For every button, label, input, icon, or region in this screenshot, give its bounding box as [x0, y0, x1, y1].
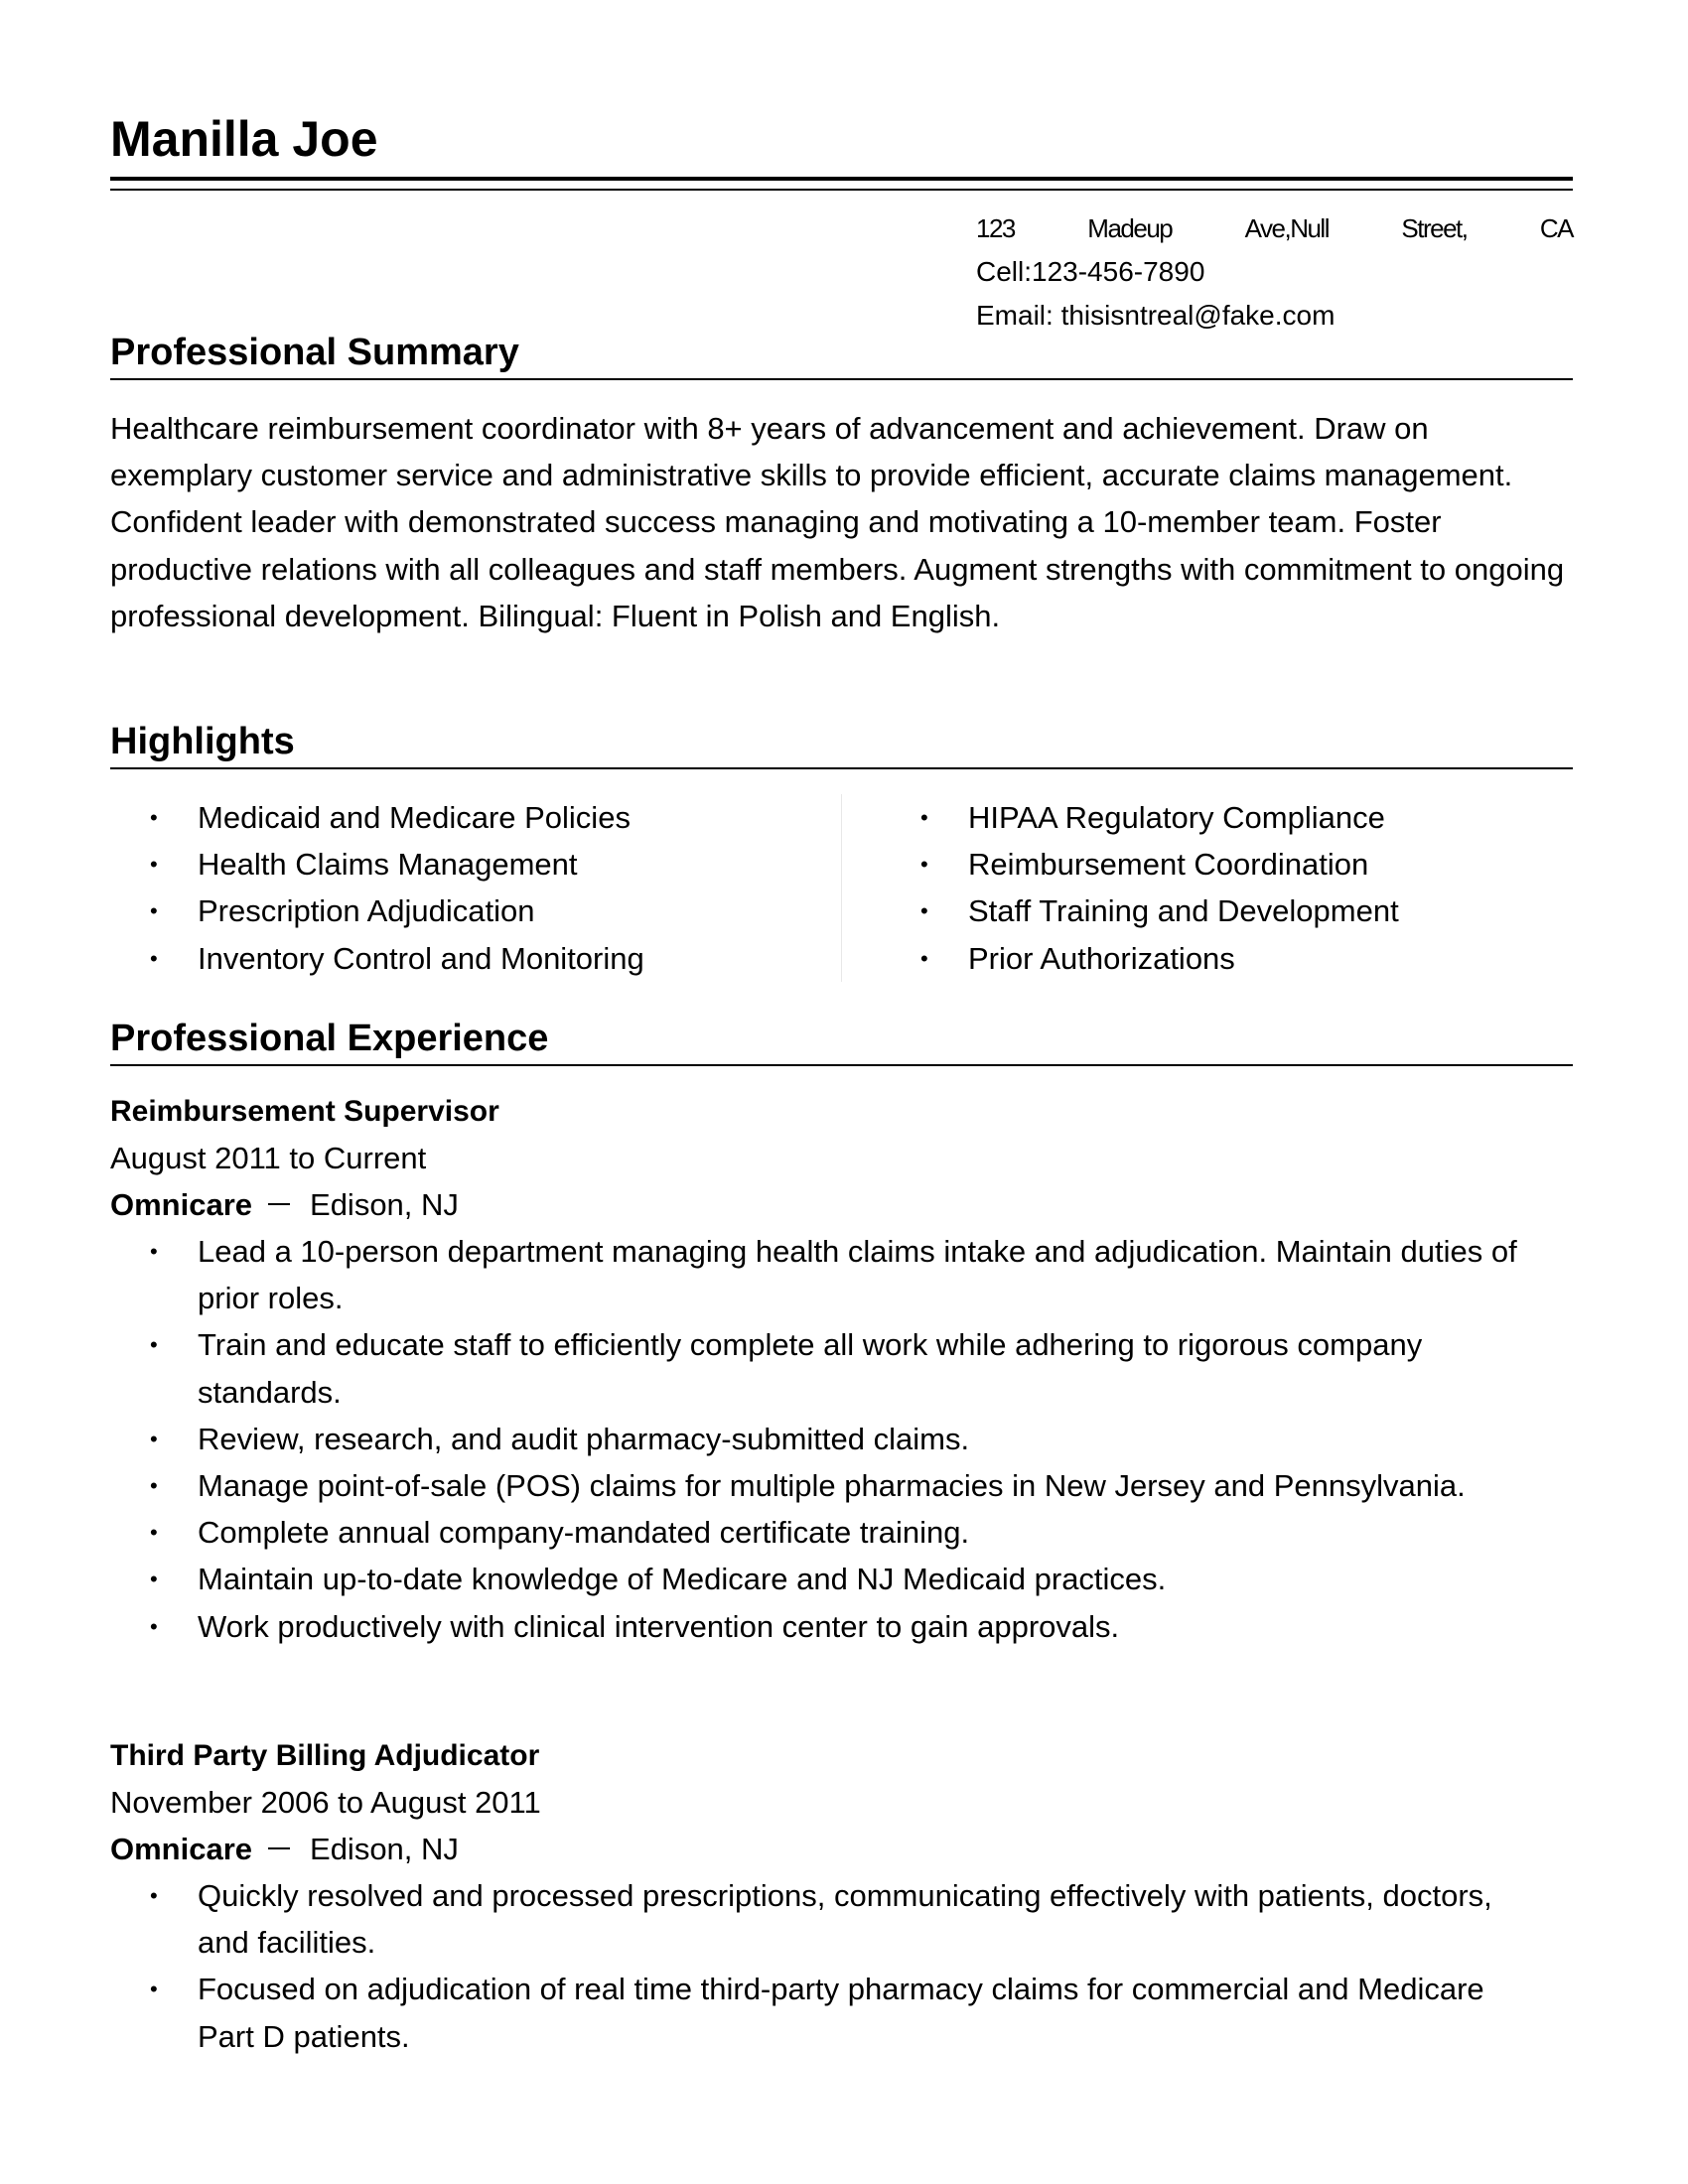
duty-item: • Maintain up-to-date knowledge of Medicare and NJ Medicaid practices. — [110, 1556, 1548, 1602]
bullet-icon: • — [150, 805, 158, 830]
bullet-icon: • — [150, 852, 158, 878]
address-part: Madeup — [1087, 213, 1173, 243]
duty-item: • Manage point-of-sale (POS) claims for multiple pharmacies in New Jersey and Pennsylvania. — [110, 1462, 1548, 1509]
section-title-experience: Professional Experience — [110, 1015, 1573, 1066]
job-duties — [110, 1228, 1573, 1650]
highlight-item: • Health Claims Management — [110, 841, 841, 887]
section-title-highlights: Highlights — [110, 718, 1573, 769]
bullet-icon: • — [150, 945, 158, 971]
job-entry — [110, 1732, 1573, 2060]
bullet-icon: • — [920, 945, 928, 971]
bullet-icon: • — [920, 852, 928, 878]
contact-block — [976, 206, 1573, 338]
job-dates: August 2011 to Current — [110, 1141, 427, 1175]
address-part: Ave,Null — [1244, 213, 1329, 243]
company-name: Omnicare — [110, 1187, 253, 1222]
bullet-icon: • — [150, 1473, 158, 1499]
address-part: Street, — [1401, 213, 1468, 243]
job-title: Third Party Billing Adjudicator — [110, 1739, 540, 1772]
bullet-icon: • — [150, 898, 158, 924]
address-part: CA — [1539, 213, 1573, 243]
company-location: Edison, NJ — [310, 1187, 459, 1222]
duty-item: • Focused on adjudication of real time third-party pharmacy claims for commercial and Medicare Part D patients. — [110, 1966, 1548, 2059]
header-rule-thick — [110, 177, 1573, 181]
highlight-item: • Medicaid and Medicare Policies — [110, 794, 841, 841]
email-address: Email: thisisntreal@fake.com — [976, 300, 1336, 331]
highlight-item: • HIPAA Regulatory Compliance — [842, 794, 1573, 841]
job-duties — [110, 1872, 1573, 2060]
job-entry — [110, 1088, 1573, 1650]
bullet-icon: • — [150, 1613, 158, 1639]
bullet-icon: • — [150, 1332, 158, 1358]
highlight-item: • Prescription Adjudication — [110, 887, 841, 934]
bullet-icon: • — [150, 1426, 158, 1451]
summary-text: Healthcare reimbursement coordinator with 8+ years of advancement and achievement. Draw on exemplary customer service and administrative skills to provide efficient, accurate claims management. Confident leader with demonstrated success managing and motivating a 10-member team. Foster productive relations with all colleagues and staff members. Augment strengths with commitment to ongoing professional development. Bilingual: Fluent in Polish and English. — [110, 411, 1565, 633]
duty-item: • Complete annual company-mandated certificate training. — [110, 1509, 1548, 1556]
candidate-name: Manilla Joe — [110, 111, 378, 167]
dash-separator — [268, 1203, 290, 1205]
address-part: 123 — [976, 213, 1015, 243]
dash-separator — [268, 1847, 290, 1849]
duty-item: • Quickly resolved and processed prescriptions, communicating effectively with patients, doctors, and facilities. — [110, 1872, 1548, 1966]
highlight-item: • Prior Authorizations — [842, 935, 1573, 982]
highlight-item: • Reimbursement Coordination — [842, 841, 1573, 887]
bullet-icon: • — [920, 805, 928, 830]
bullet-icon: • — [150, 1520, 158, 1546]
highlights-column-left — [110, 794, 842, 982]
job-title: Reimbursement Supervisor — [110, 1095, 499, 1128]
duty-item: • Work productively with clinical intervention center to gain approvals. — [110, 1603, 1548, 1650]
highlight-item: • Staff Training and Development — [842, 887, 1573, 934]
job-dates: November 2006 to August 2011 — [110, 1785, 541, 1820]
bullet-icon: • — [150, 1567, 158, 1592]
duty-item: • Review, research, and audit pharmacy-submitted claims. — [110, 1416, 1548, 1462]
section-title-summary: Professional Summary — [110, 329, 1573, 380]
header-rule-thin — [110, 189, 1573, 191]
duty-item: • Lead a 10-person department managing health claims intake and adjudication. Maintain duties of prior roles. — [110, 1228, 1548, 1321]
duty-item: • Train and educate staff to efficiently complete all work while adhering to rigorous company standards. — [110, 1321, 1548, 1415]
company-location: Edison, NJ — [310, 1832, 459, 1866]
job-company — [110, 1826, 1573, 1872]
highlights-grid — [110, 794, 1573, 982]
bullet-icon: • — [150, 1239, 158, 1264]
address-line — [976, 206, 1573, 250]
cell-phone: Cell:123-456-7890 — [976, 256, 1205, 287]
job-company — [110, 1181, 1573, 1228]
bullet-icon: • — [150, 1883, 158, 1908]
bullet-icon: • — [150, 1977, 158, 2002]
company-name: Omnicare — [110, 1832, 253, 1866]
highlights-column-right — [842, 794, 1573, 982]
highlight-item: • Inventory Control and Monitoring — [110, 935, 841, 982]
bullet-icon: • — [920, 898, 928, 924]
